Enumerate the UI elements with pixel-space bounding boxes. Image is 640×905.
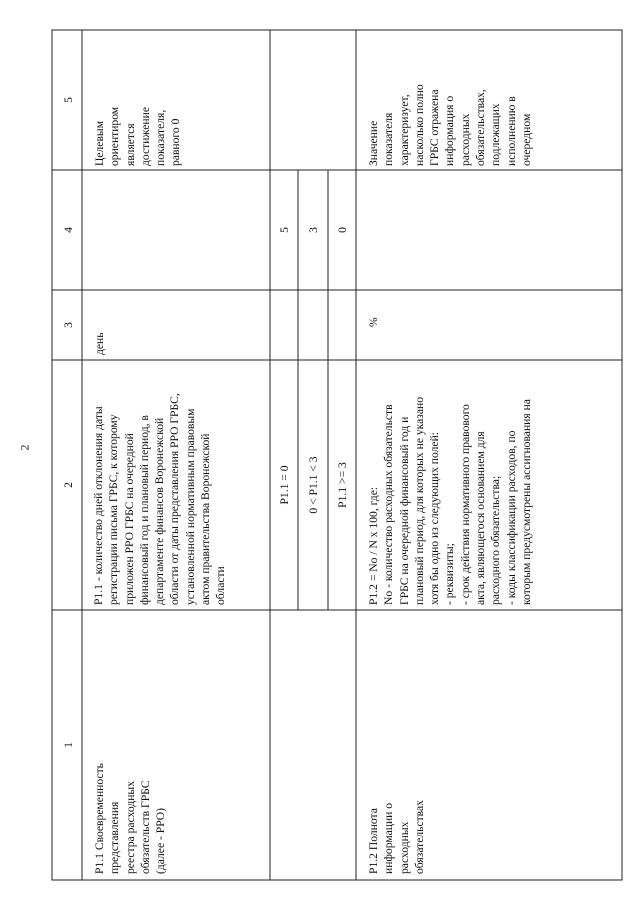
row1-indicator-name: P1.1 Своевременность представления реестра расходных обязательств ГРБС (далее - РРО): [93, 763, 168, 874]
score-3: 0: [336, 227, 349, 233]
header-col-2: 2: [62, 482, 75, 488]
header-col-3: 3: [62, 322, 75, 328]
header-col-5: 5: [62, 97, 75, 103]
score-1: 5: [278, 227, 291, 233]
row1-target: Целевым ориентиром является достижение показателя, равного 0: [93, 106, 183, 166]
row2-definition: P1.2 = No / N x 100, где: No - количество расходных обязательств ГРБС на очередной финансовый год и плановый период, для которых не указано хотя бы одно из следующих полей: - реквизиты; - срок действия нормативного правового акта, являющегося основанием для расходного обязательства; - коды классификации расходов, по которым предусмотрены ассигнования на: [367, 397, 533, 605]
header-col-4: 4: [62, 227, 75, 233]
row2-target: Значение показателя характеризует, насколько полно ГРБС отражена информация о расходных обязательствах, подлежащих исполнению в очередном: [367, 84, 533, 166]
condition-3: P1.1 >= 3: [336, 462, 349, 508]
condition-1: P1.1 = 0: [278, 465, 291, 505]
condition-2: 0 < P1.1 < 3: [307, 456, 320, 514]
row2-unit: %: [367, 317, 380, 327]
score-2: 3: [307, 227, 320, 233]
page-number: 2: [17, 444, 32, 451]
row2-indicator-name: P1.2 Полнота информации о расходных обязательствах: [367, 800, 426, 874]
row1-unit: день: [93, 332, 106, 355]
header-col-1: 1: [62, 742, 75, 748]
row1-definition: P1.1 - количество дней отклонения даты регистрации письма ГРБС, к которому приложен РРО ГРБС на очередной финансовый год и плановый период, в департаменте финансов Воронежской области от даты представления РРО ГРБС, установленной нормативным правовым актом правительства Воронежской области: [92, 393, 228, 605]
